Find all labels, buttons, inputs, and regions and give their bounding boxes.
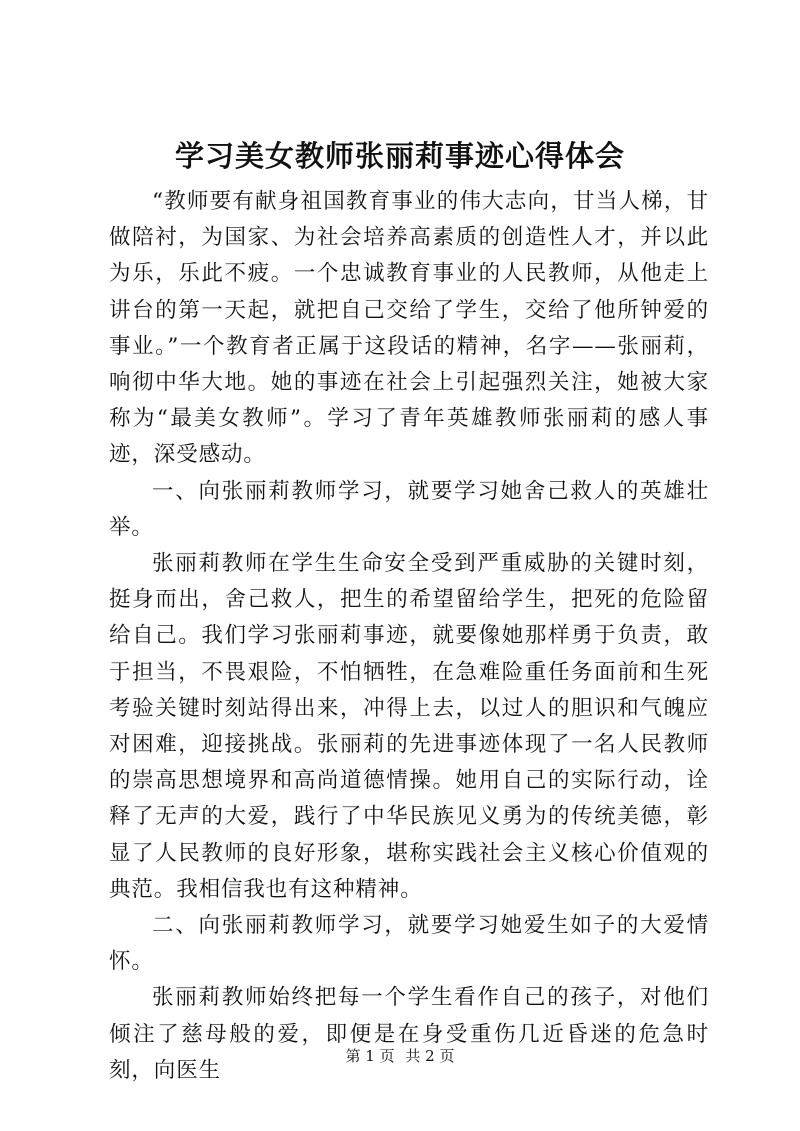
paragraph-heading-two: 二、向张丽莉教师学习，就要学习她爱生如子的大爱情怀。 xyxy=(109,913,709,975)
paragraph-intro: “教师要有献身祖国教育事业的伟大志向，甘当人梯，甘做陪衬，为国家、为社会培养高素质的创造性人才，并以此为乐，乐此不疲。一个忠诚教育事业的人民教师，从他走上讲台的第一天起，就把自己交给了学生，交给了他所钟爱的事业。”一个教育者正属于这段话的精神，名字——张丽莉，响彻中华大地。她的事迹在社会上引起强烈关注，她被大家称为“最美女教师”。学习了青年英雄教师张丽莉的感人事迹，深受感动。 xyxy=(109,189,709,468)
page-title: 学习美女教师张丽莉事迹心得体会 xyxy=(174,139,625,173)
page-total: 共 2 页 xyxy=(405,1047,455,1065)
document-body xyxy=(109,184,709,1089)
page-number: 第 1 页 xyxy=(345,1047,395,1065)
paragraph-heading-one: 一、向张丽莉教师学习，就要学习她舍己救人的英雄壮举。 xyxy=(109,478,709,540)
page-footer xyxy=(0,1046,800,1066)
paragraph-section-one: 张丽莉教师在学生生命安全受到严重威胁的关键时刻，挺身而出，舍己救人，把生的希望留给学生，把死的危险留给自己。我们学习张丽莉事迹，就要像她那样勇于负责，敢于担当，不畏艰险，不怕牺牲，在急难险重任务面前和生死考验关键时刻站得出来，冲得上去，以过人的胆识和气魄应对困难，迎接挑战。张丽莉的先进事迹体现了一名人民教师的崇高思想境界和高尚道德情操。她用自己的实际行动，诠释了无声的大爱，践行了中华民族见义勇为的传统美德，彰显了人民教师的良好形象，堪称实践社会主义核心价值观的典范。我相信我也有这种精神。 xyxy=(109,551,709,902)
paragraph-section-two: 张丽莉教师始终把每一个学生看作自己的孩子，对他们倾注了慈母般的爱，即便是在身受重伤几近昏迷的危急时刻，向医生 xyxy=(109,985,709,1083)
